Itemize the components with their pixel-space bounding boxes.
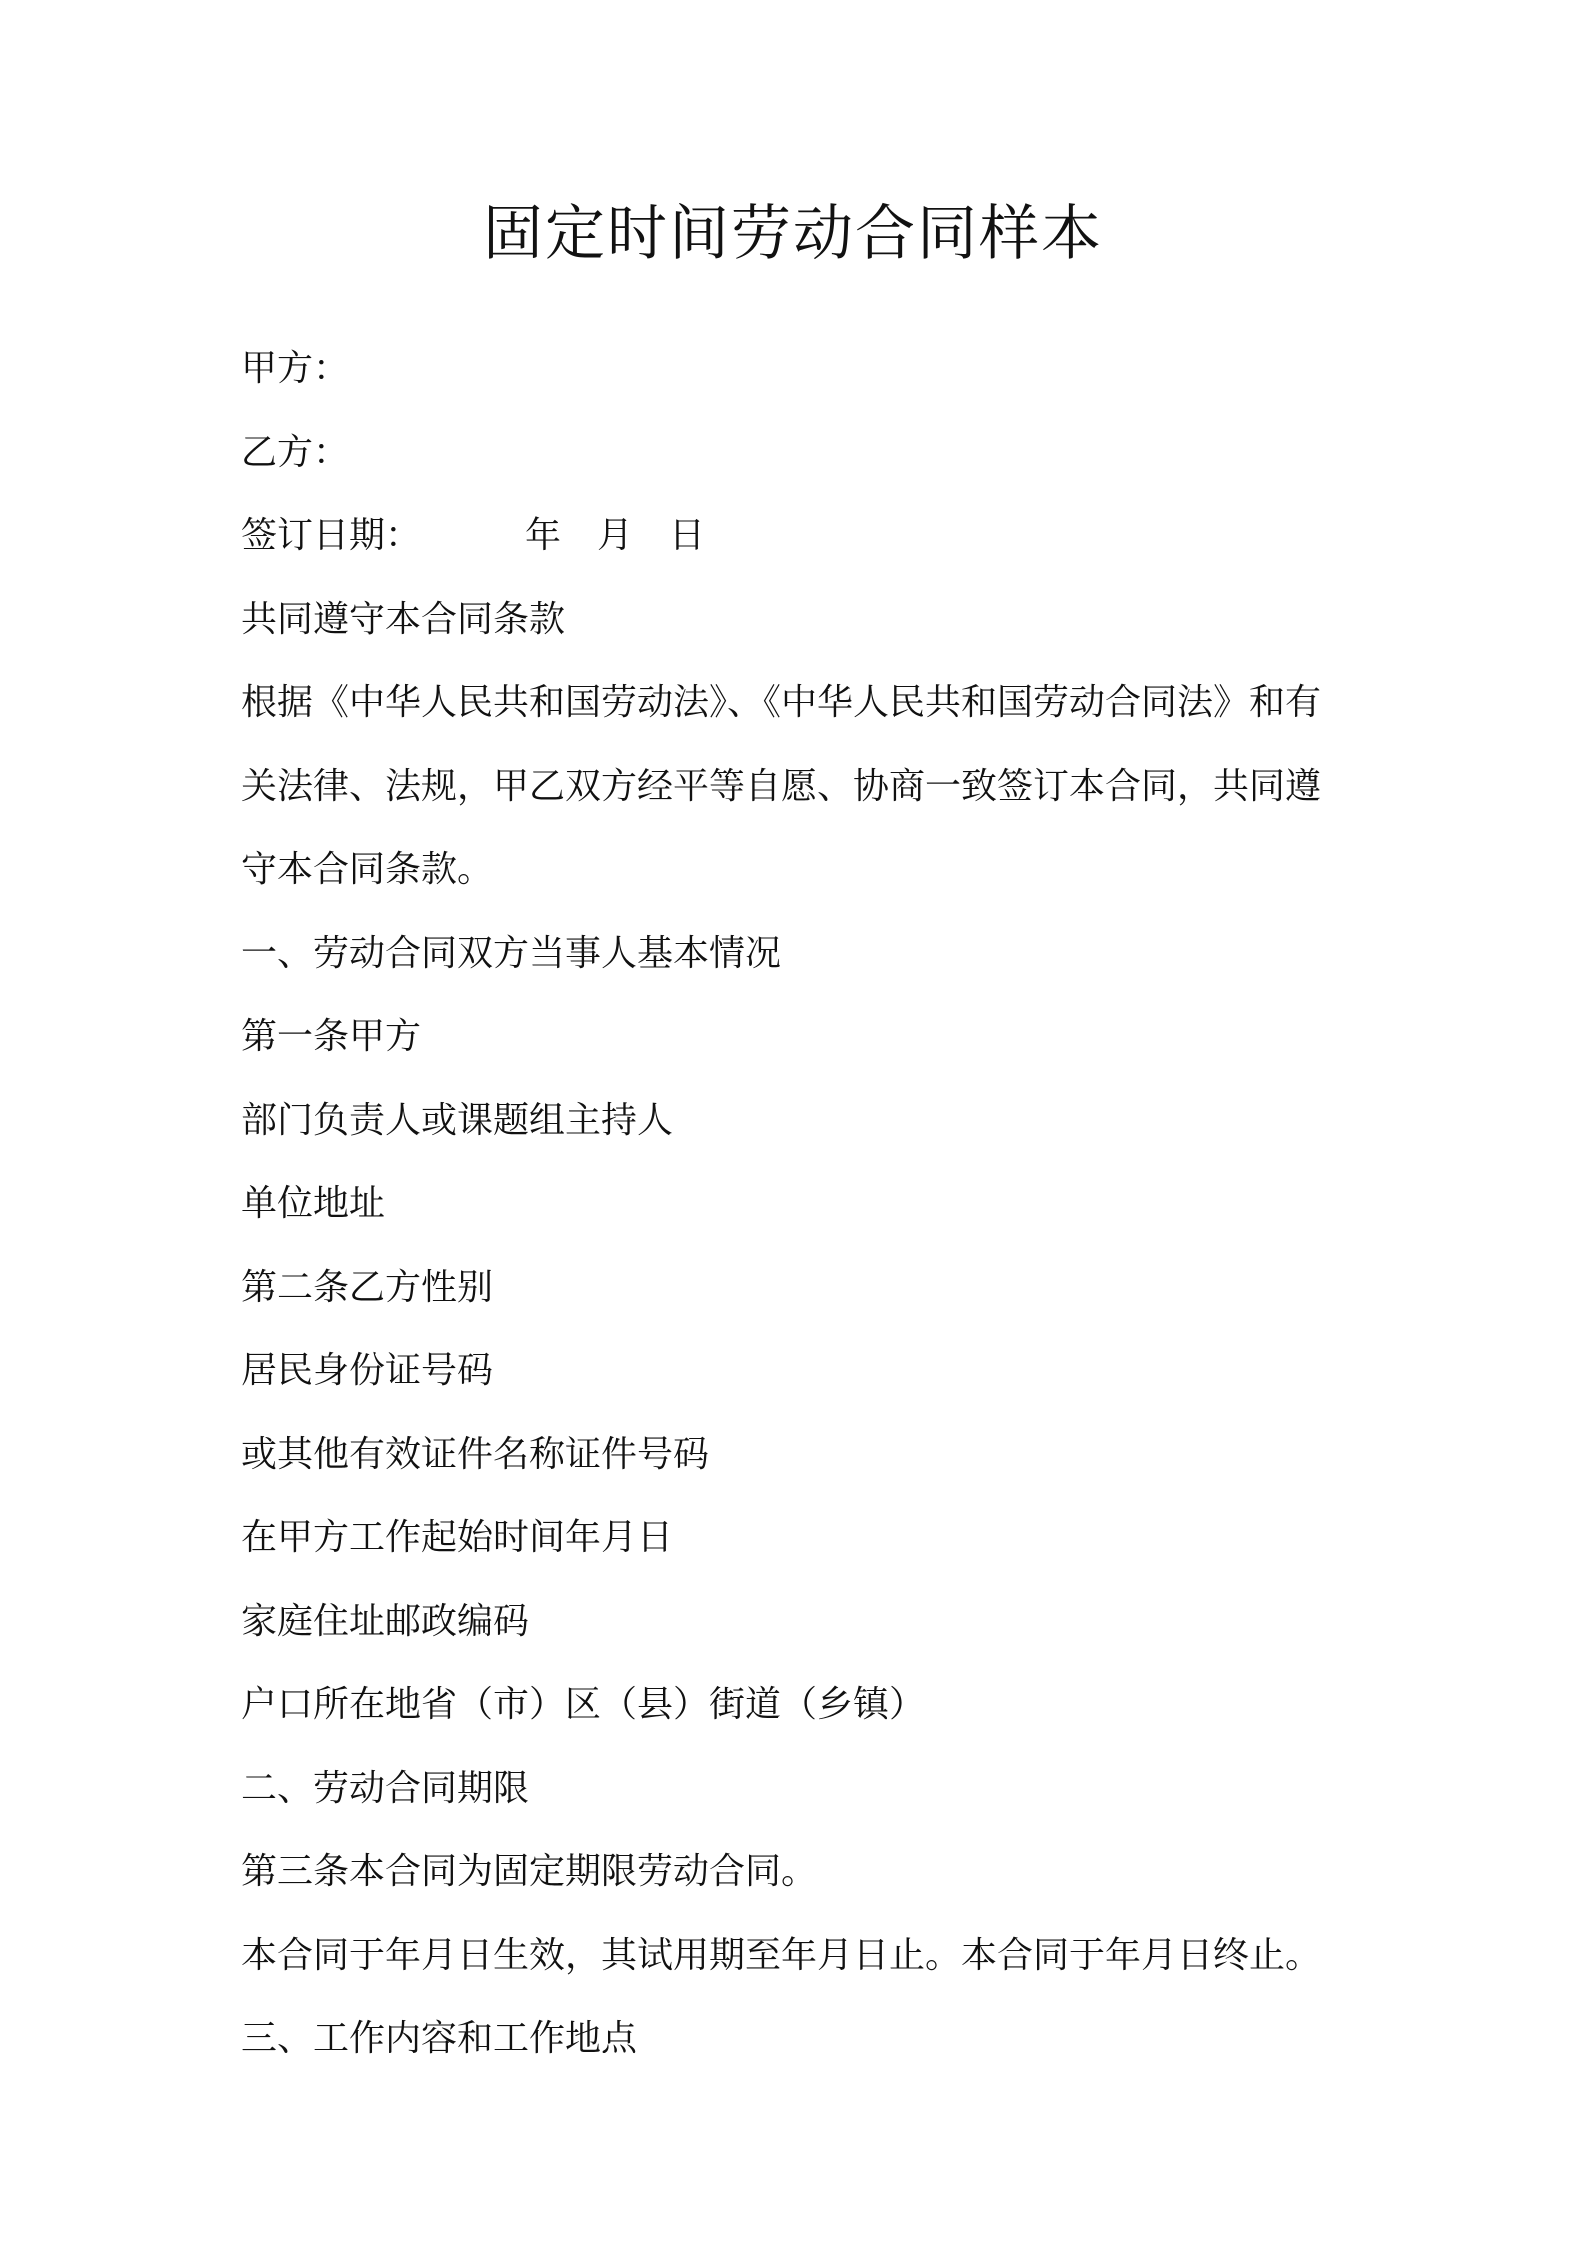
body-line: 守本合同条款。	[241, 849, 494, 890]
body-line: 本合同于年月日生效，其试用期至年月日止。本合同于年月日终止。	[241, 1934, 1322, 1976]
body-line: 根据《中华人民共和国劳动法》、《中华人民共和国劳动合同法》和有	[241, 682, 1322, 723]
signing-date-line	[241, 494, 1361, 578]
body-line: 关法律、法规，甲乙双方经平等自愿、协商一致签订本合同，共同遵	[241, 765, 1322, 807]
signing-date-label: 签订日期：	[241, 515, 422, 556]
body-line: 或其他有效证件名称证件号码	[241, 1433, 710, 1475]
section-heading: 二、劳动合同期限	[241, 1767, 530, 1809]
article-line: 第一条甲方	[241, 1016, 422, 1057]
section-heading: 一、劳动合同双方当事人基本情况	[241, 932, 782, 974]
section-heading: 三、工作内容和工作地点	[241, 2018, 638, 2059]
article-line: 第二条乙方性别	[241, 1266, 494, 1308]
body-line: 家庭住址邮政编码	[241, 1600, 530, 1642]
party-b-line: 乙方：	[241, 431, 350, 473]
document-title: 固定时间劳动合同样本	[483, 199, 1103, 269]
signing-date-month: 月	[597, 515, 634, 556]
body-line: 居民身份证号码	[241, 1350, 494, 1391]
body-line: 单位地址	[241, 1183, 386, 1224]
body-line: 共同遵守本合同条款	[241, 598, 566, 640]
body-line: 在甲方工作起始时间年月日	[241, 1517, 674, 1558]
article-line: 第三条本合同为固定期限劳动合同。	[241, 1851, 818, 1892]
signing-date-year: 年	[525, 515, 562, 556]
document-body	[241, 327, 1361, 2081]
party-a-line: 甲方：	[241, 348, 350, 389]
body-line: 户口所在地省（市）区（县）街道（乡镇）	[241, 1684, 926, 1725]
signing-date-day: 日	[669, 515, 706, 556]
body-line: 部门负责人或课题组主持人	[241, 1099, 674, 1141]
